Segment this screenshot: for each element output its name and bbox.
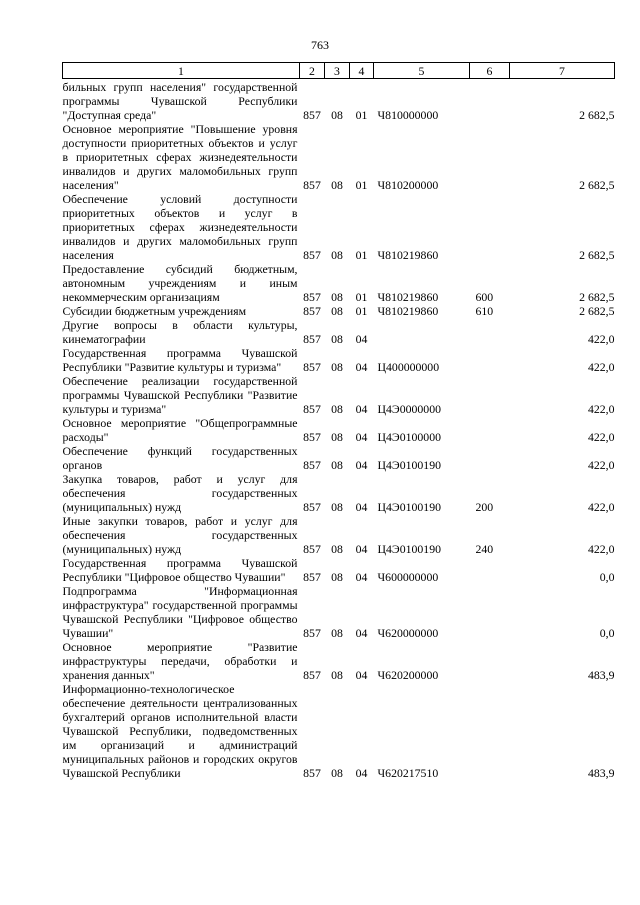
section-code: 08 (331, 304, 343, 318)
section-code: 08 (331, 500, 343, 514)
subsection-code: 04 (355, 402, 368, 416)
amount: 2 682,5 (579, 290, 615, 304)
item-name: Основное мероприятие "Общепрограммные расходы" (62, 416, 298, 444)
amount: 422,0 (587, 332, 615, 346)
table-header-row (63, 63, 615, 79)
item-name: Обеспечение условий доступности приоритетных объектов и услуг в приоритетных сферах жизнедеятельности инвалидов и других маломобильных групп населения (62, 192, 298, 262)
subsection-code: 04 (355, 360, 368, 374)
subsection-code: 01 (355, 304, 368, 318)
subsection-code: 01 (355, 290, 368, 304)
target-article-code: Ц4Э0100190 (377, 542, 441, 556)
amount: 422,0 (587, 542, 615, 556)
subsection-code: 04 (355, 570, 368, 584)
table-row (63, 318, 615, 346)
target-article-code: Ч620200000 (377, 668, 439, 682)
expense-type-code (470, 79, 510, 123)
subsection-code: 01 (355, 178, 368, 192)
admin-code: 857 (303, 108, 321, 122)
amount: 483,9 (587, 766, 615, 780)
admin-code: 857 (303, 304, 321, 318)
table-row (63, 304, 615, 318)
expense-type-code (470, 682, 510, 780)
section-code: 08 (331, 332, 343, 346)
table-row (63, 472, 615, 514)
amount: 2 682,5 (579, 304, 615, 318)
expense-type-code (470, 444, 510, 472)
expense-type-code: 610 (475, 304, 494, 318)
col-header-subsection: 4 (350, 63, 374, 79)
item-name: Иные закупки товаров, работ и услуг для обеспечения государственных (муниципальных) нужд (62, 514, 298, 556)
col-header-name: 1 (63, 63, 300, 79)
section-code: 08 (331, 108, 343, 122)
expense-type-code (470, 122, 510, 192)
section-code: 08 (331, 570, 343, 584)
target-article-code: Ч620000000 (377, 626, 439, 640)
section-code: 08 (331, 430, 343, 444)
item-name: Субсидии бюджетным учреждениям (62, 304, 247, 318)
section-code: 08 (331, 766, 343, 780)
amount: 422,0 (587, 430, 615, 444)
section-code: 08 (331, 402, 343, 416)
item-name: бильных групп населения" государственной программы Чувашской Республики "Доступная среда" (62, 80, 298, 122)
budget-table (62, 62, 615, 780)
expense-type-code: 200 (475, 500, 494, 514)
section-code: 08 (331, 178, 343, 192)
amount: 422,0 (587, 402, 615, 416)
admin-code: 857 (303, 458, 321, 472)
admin-code: 857 (303, 500, 321, 514)
admin-code: 857 (303, 430, 321, 444)
expense-type-code (470, 416, 510, 444)
expense-type-code (470, 374, 510, 416)
expense-type-code: 240 (475, 542, 494, 556)
subsection-code: 04 (355, 430, 368, 444)
page-number: 763 (311, 38, 329, 52)
target-article-code: Ч810219860 (377, 248, 439, 262)
subsection-code: 04 (355, 766, 368, 780)
table-row (63, 374, 615, 416)
table-row (63, 584, 615, 640)
subsection-code: 04 (355, 332, 368, 346)
section-code: 08 (331, 542, 343, 556)
item-name: Государственная программа Чувашской Республики "Цифровое общество Чувашии" (62, 556, 298, 584)
amount: 0,0 (599, 570, 615, 584)
section-code: 08 (331, 360, 343, 374)
table-row (63, 346, 615, 374)
expense-type-code (470, 318, 510, 346)
target-article-code (374, 318, 470, 346)
amount: 2 682,5 (579, 108, 615, 122)
table-body (63, 79, 615, 781)
section-code: 08 (331, 458, 343, 472)
expense-type-code (470, 640, 510, 682)
target-article-code: Ч600000000 (377, 570, 439, 584)
amount: 483,9 (587, 668, 615, 682)
admin-code: 857 (303, 766, 321, 780)
admin-code: 857 (303, 178, 321, 192)
section-code: 08 (331, 248, 343, 262)
target-article-code: Ц4Э0100190 (377, 458, 441, 472)
expense-type-code: 600 (475, 290, 494, 304)
amount: 422,0 (587, 360, 615, 374)
item-name: Основное мероприятие "Повышение уровня доступности приоритетных объектов и услуг в приоритетных сферах жизнедеятельности инвалидов и других маломобильных групп населения" (62, 122, 298, 192)
item-name: Информационно-технологическое обеспечение деятельности централизованных бухгалтерий органов исполнительной власти Чувашской Республики, подведомственных им организаций и администраций муниципальных районов и городских округов Чувашской Республики (62, 682, 298, 780)
subsection-code: 04 (355, 668, 368, 682)
item-name: Другие вопросы в области культуры, кинематографии (62, 318, 298, 346)
col-header-target-code: 5 (374, 63, 470, 79)
table-row (63, 556, 615, 584)
subsection-code: 04 (355, 458, 368, 472)
item-name: Предоставление субсидий бюджетным, автономным учреждениям и иным некоммерческим организациям (62, 262, 298, 304)
target-article-code: Ц4Э0100190 (377, 500, 441, 514)
amount: 2 682,5 (579, 178, 615, 192)
item-name: Подпрограмма "Информационная инфраструктура" государственной программы Чувашской Республики "Цифровое общество Чувашии" (62, 584, 298, 640)
item-name: Государственная программа Чувашской Республики "Развитие культуры и туризма" (62, 346, 298, 374)
admin-code: 857 (303, 290, 321, 304)
table-row (63, 444, 615, 472)
table-row (63, 79, 615, 123)
section-code: 08 (331, 626, 343, 640)
amount: 0,0 (599, 626, 615, 640)
target-article-code: Ч620217510 (377, 766, 439, 780)
admin-code: 857 (303, 332, 321, 346)
subsection-code: 04 (355, 500, 368, 514)
admin-code: 857 (303, 542, 321, 556)
admin-code: 857 (303, 360, 321, 374)
expense-type-code (470, 346, 510, 374)
table-row (63, 514, 615, 556)
admin-code: 857 (303, 626, 321, 640)
col-header-expense-type: 6 (470, 63, 510, 79)
table-row (63, 640, 615, 682)
target-article-code: Ц4Э0000000 (377, 402, 441, 416)
table-row (63, 192, 615, 262)
item-name: Основное мероприятие "Развитие инфраструктуры передачи, обработки и хранения данных" (62, 640, 298, 682)
target-article-code: Ц4Э0100000 (377, 430, 441, 444)
col-header-admin: 2 (300, 63, 325, 79)
table-row (63, 682, 615, 780)
amount: 2 682,5 (579, 248, 615, 262)
target-article-code: Ч810000000 (377, 108, 439, 122)
admin-code: 857 (303, 668, 321, 682)
section-code: 08 (331, 668, 343, 682)
expense-type-code (470, 584, 510, 640)
table-row (63, 122, 615, 192)
table-row (63, 262, 615, 304)
target-article-code: Ч810219860 (377, 304, 439, 318)
col-header-section: 3 (325, 63, 350, 79)
subsection-code: 01 (355, 248, 368, 262)
item-name: Закупка товаров, работ и услуг для обеспечения государственных (муниципальных) нужд (62, 472, 298, 514)
subsection-code: 04 (355, 542, 368, 556)
amount: 422,0 (587, 458, 615, 472)
admin-code: 857 (303, 402, 321, 416)
item-name: Обеспечение функций государственных органов (62, 444, 298, 472)
target-article-code: Ч810219860 (377, 290, 439, 304)
target-article-code: Ц400000000 (377, 360, 440, 374)
table-row (63, 416, 615, 444)
admin-code: 857 (303, 248, 321, 262)
col-header-amount: 7 (510, 63, 615, 79)
expense-type-code (470, 192, 510, 262)
expense-type-code (470, 556, 510, 584)
subsection-code: 04 (355, 626, 368, 640)
subsection-code: 01 (355, 108, 368, 122)
target-article-code: Ч810200000 (377, 178, 439, 192)
section-code: 08 (331, 290, 343, 304)
amount: 422,0 (587, 500, 615, 514)
item-name: Обеспечение реализации государственной программы Чувашской Республики "Развитие культуры и туризма" (62, 374, 298, 416)
admin-code: 857 (303, 570, 321, 584)
